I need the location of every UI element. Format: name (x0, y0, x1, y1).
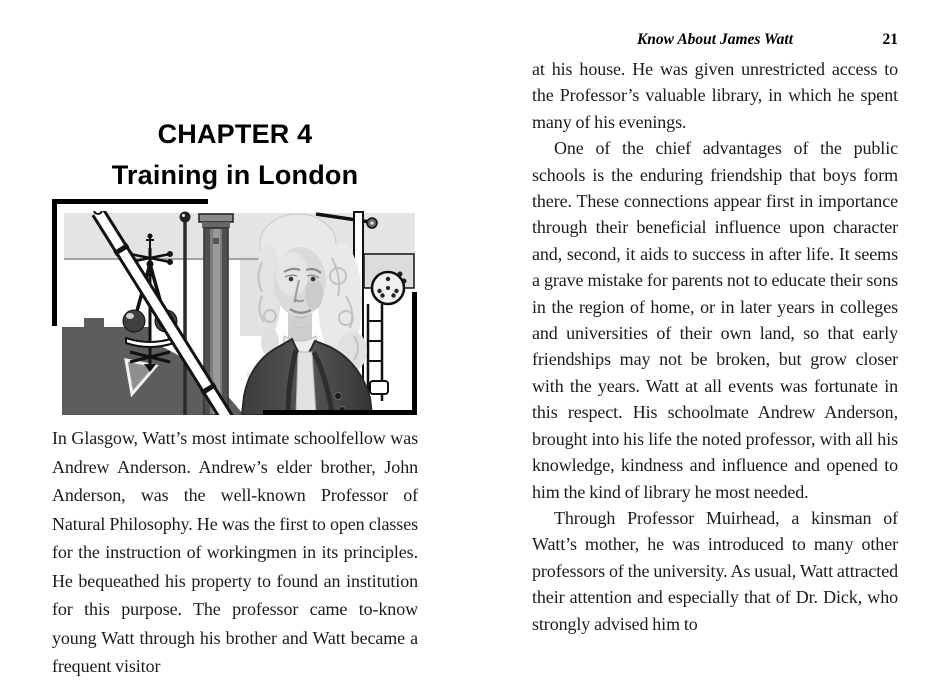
paragraph: One of the chief advantages of the public schools is the enduring friendship that boys form there. These connections appear first in importance through their beneficial influence upon character and, second, it aids to success in after life. It seems a grave mistake for parents not to educate their sons in the region of home, or in later years in colleges and universities of their own land, so that early friendships may not be broken, but grow closer with the years. Watt at all events was fortunate in this respect. His schoolmate Andrew Anderson, brought into his life the noted professor, with all his knowledge, kindness and influence and opened to him the kind of library he most needed. (532, 138, 898, 502)
right-page-body (532, 56, 898, 637)
running-header (532, 31, 898, 51)
running-title: Know About James Watt (636, 31, 794, 48)
left-page-body (52, 424, 418, 681)
page-number: 21 (882, 31, 898, 48)
chapter-heading (52, 114, 418, 196)
paragraph: Through Professor Muirhead, a kinsman of Watt’s mother, he was introduced to many other professors of the university. As usual, Watt attracted their attention and especially that of Dr. Dick, who strongly advised him to (532, 507, 898, 634)
chapter-label: CHAPTER 4 (157, 119, 313, 149)
shirt (296, 352, 316, 415)
paragraph: at his house. He was given unrestricted access to the Professor’s valuable library, in which he spent many of his evenings. (532, 59, 898, 132)
paragraph: In Glasgow, Watt’s most intimate schoolfellow was Andrew Anderson. Andrew’s elder brother, John Anderson, was the well-known Professor of Natural Philosophy. He was the first to open classes for the instruction of workingmen in its principles. He bequeathed his property to found an institution for this purpose. The professor came to-know young Watt through his brother and Watt became a frequent visitor (52, 428, 418, 676)
chapter-illustration (38, 196, 423, 424)
chapter-title: Training in London (111, 160, 359, 190)
